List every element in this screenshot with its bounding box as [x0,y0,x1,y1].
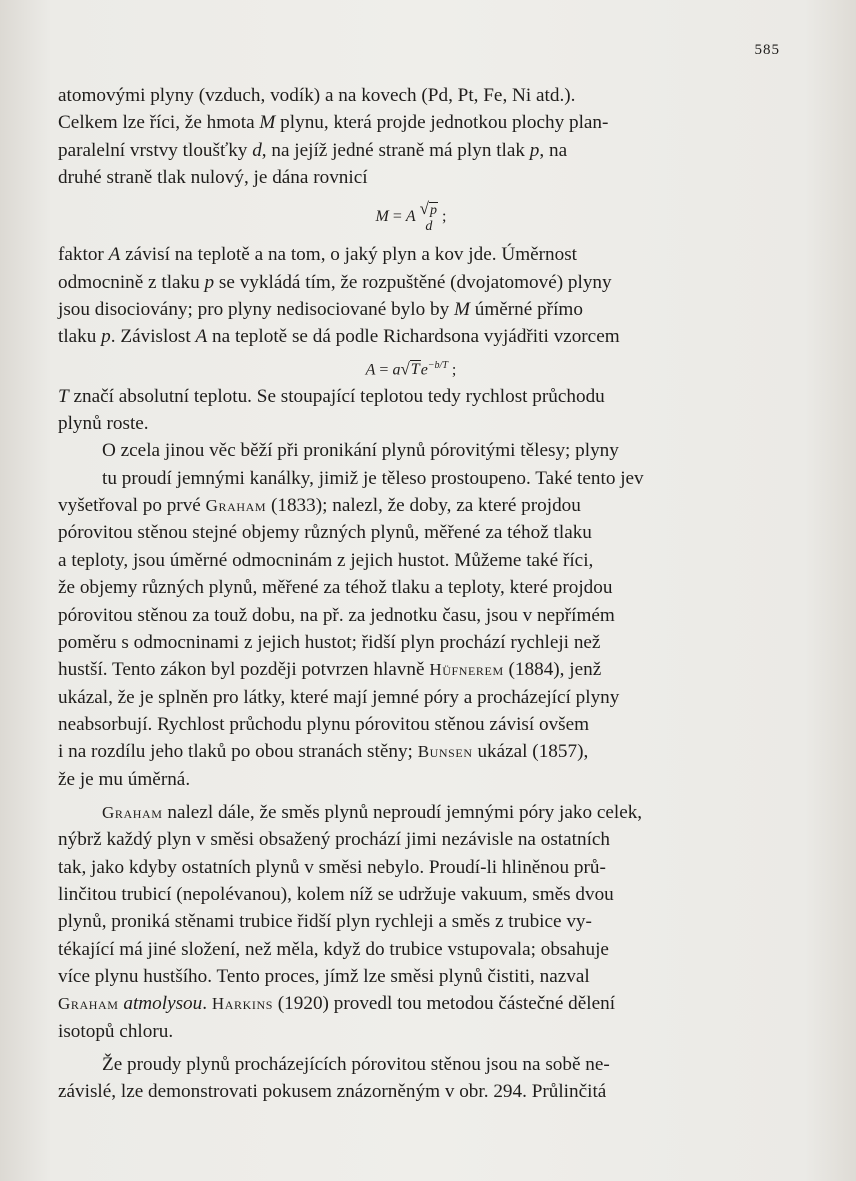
fraction: √p d [419,198,438,234]
line: hustší. Tento zákon byl později potvrzen hlavně Hüfnerem (1884), jenž [58,659,602,681]
line: plynů roste. [58,413,149,435]
line: více plynu hustšího. Tento proces, jímž lze směsi plynů čistiti, nazval [58,965,590,987]
line: a teploty, jsou úměrné odmocninám z jejich hustot. Můžeme také říci, [58,549,594,571]
paragraph-1 [58,82,764,191]
line: nýbrž každý plyn v směsi obsažený prochází jimi nezávisle na ostatních [58,829,611,851]
page-number: 585 [754,42,780,58]
line: že objemy různých plynů, měřené za téhož tlaku a teploty, které projdou [58,577,613,599]
line: O zcela jinou věc běží při pronikání plynů pórovitými tělesy; plyny [102,440,619,462]
line: plynů, proniká stěnami trubice řidší plyn rychleji a směs z trubice vy- [58,911,592,933]
line: tlaku p. Závislost A na teplotě se dá podle Richardsona vyjádřiti vzorcem [58,326,620,348]
line: i na rozdílu jeho tlaků po obou stranách stěny; Bunsen ukázal (1857), [58,741,589,763]
page-body [58,82,764,1106]
line: druhé straně tlak nulový, je dána rovnicí [58,167,368,189]
equation-1: M = A √p d ; [375,198,447,234]
paragraph-6 [58,1051,764,1106]
paragraph-3 [58,383,764,438]
line: atomovými plyny (vzduch, vodík) a na kovech (Pd, Pt, Fe, Ni atd.). [58,85,576,106]
line: vyšetřoval po prvé Graham (1833); nalezl, že doby, za které projdou [58,495,581,517]
line: Celkem lze říci, že hmota M plynu, která projde jednotkou plochy plan- [58,112,609,134]
line: jsou disociovány; pro plyny nedisociované bylo by M úměrné přímo [58,299,583,321]
paragraph-4 [58,437,764,792]
line: ukázal, že je splněn pro látky, které mají jemné póry a procházející plyny [58,686,620,708]
line: linčitou trubicí (nepolévanou), kolem níž se udržuje vakuum, směs dvou [58,883,614,905]
line: neabsorbují. Rychlost průchodu plynu pórovitou stěnou závisí ovšem [58,713,590,735]
line: že je mu úměrná. [58,768,191,790]
line: Graham nalezl dále, že směs plynů neproudí jemnými póry jako celek, [102,801,643,823]
paragraph-5 [58,799,764,1045]
line: pórovitou stěnou stejné objemy různých plynů, měřené za téhož tlaku [58,522,592,544]
line: tak, jako kdyby ostatních plynů v směsi nebylo. Proudí-li hliněnou prů- [58,856,606,878]
line: tu proudí jemnými kanálky, jimiž je těleso prostoupeno. Také tento jev [102,467,644,489]
line: isotopů chloru. [58,1020,174,1042]
line: tékající má jiné složení, než měla, když do trubice vstupovala; obsahuje [58,938,609,960]
equation-2: $A = a√Te^{-b/T}$ ; [365,359,457,379]
line: paralelní vrstvy tloušťky d, na jejíž jedné straně má plyn tlak p, na [58,139,568,161]
line: závislé, lze demonstrovati pokusem znázorněným v obr. 294. Průlinčitá [58,1081,607,1103]
line: odmocnině z tlaku p se vykládá tím, že rozpuštěné (dvojatomové) plyny [58,271,612,293]
line: Graham atmolysou. Harkins (1920) provedl tou metodou částečné dělení [58,993,616,1015]
line: poměru s odmocninami z jejich hustot; řidší plyn prochází rychleji než [58,631,601,653]
paragraph-2 [58,241,764,350]
line: pórovitou stěnou za touž dobu, na př. za jednotku času, jsou v nepřímém [58,604,615,626]
line: Že proudy plynů procházejících pórovitou stěnou jsou na sobě ne- [102,1054,610,1075]
line: T značí absolutní teplotu. Se stoupající teplotou tedy rychlost průchodu [58,385,605,407]
line: faktor A závisí na teplotě a na tom, o jaký plyn a kov jde. Úměrnost [58,244,578,266]
